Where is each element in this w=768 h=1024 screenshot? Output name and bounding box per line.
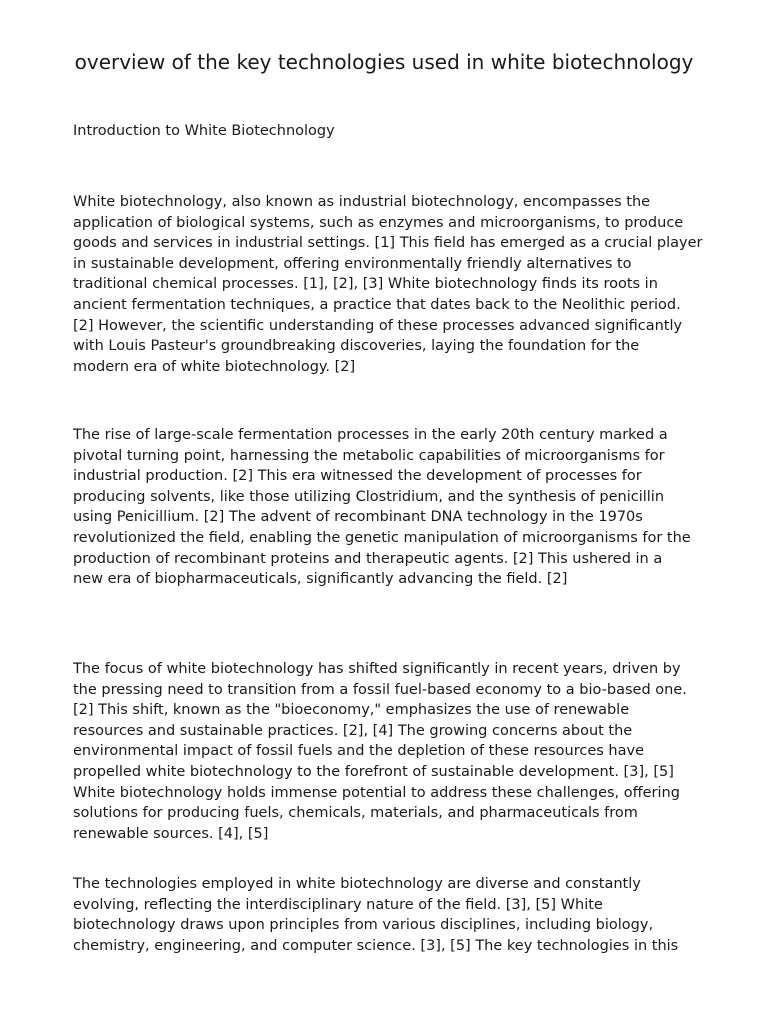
document-title: overview of the key technologies used in white biotechnology xyxy=(74,50,694,74)
paragraph-line: revolutionized the field, enabling the genetic manipulation of microorganisms for the xyxy=(73,529,691,546)
section-heading: Introduction to White Biotechnology xyxy=(73,123,335,139)
paragraph-line: with Louis Pasteur's groundbreaking discoveries, laying the foundation for the xyxy=(73,338,640,355)
paragraph-line: application of biological systems, such as enzymes and microorganisms, to produce xyxy=(73,214,684,231)
paragraph-line: White biotechnology holds immense potential to address these challenges, offering xyxy=(73,784,680,801)
paragraph-line: The rise of large-scale fermentation processes in the early 20th century marked a xyxy=(73,427,668,443)
paragraph-line: environmental impact of fossil fuels and the depletion of these resources have xyxy=(73,743,645,760)
paragraph-line: new era of biopharmaceuticals, significantly advancing the field. [2] xyxy=(73,571,568,588)
paragraph-line: goods and services in industrial settings. [1] This field has emerged as a crucial player xyxy=(73,235,703,252)
paragraph-line: renewable sources. [4], [5] xyxy=(73,825,269,842)
paragraph-line: traditional chemical processes. [1], [2], [3] White biotechnology finds its roots in xyxy=(73,276,658,293)
paragraph-line: the pressing need to transition from a fossil fuel-based economy to a bio-based one. xyxy=(73,681,687,698)
paragraph-line: using Penicillium. [2] The advent of recombinant DNA technology in the 1970s xyxy=(73,509,643,526)
paragraph-line: propelled white biotechnology to the forefront of sustainable development. [3], [5] xyxy=(73,763,674,780)
paragraph-line: in sustainable development, offering environmentally friendly alternatives to xyxy=(73,255,632,272)
paragraph-2 xyxy=(73,425,697,590)
paragraph-line: The technologies employed in white biotechnology are diverse and constantly xyxy=(73,876,641,892)
paragraph-line: evolving, reflecting the interdisciplinary nature of the field. [3], [5] White xyxy=(73,896,603,913)
paragraph-line: modern era of white biotechnology. [2] xyxy=(73,358,356,375)
paragraph-4 xyxy=(73,874,697,956)
paragraph-3 xyxy=(73,659,697,844)
paragraph-line: production of recombinant proteins and therapeutic agents. [2] This ushered in a xyxy=(73,550,663,567)
paragraph-line: pivotal turning point, harnessing the metabolic capabilities of microorganisms for xyxy=(73,447,665,464)
paragraph-line: The focus of white biotechnology has shifted significantly in recent years, driven by xyxy=(73,661,681,677)
paragraph-1 xyxy=(73,192,703,377)
paragraph-line: producing solvents, like those utilizing Clostridium, and the synthesis of penicillin xyxy=(73,488,665,505)
paragraph-line: ancient fermentation techniques, a practice that dates back to the Neolithic period. xyxy=(73,296,681,313)
paragraph-line: resources and sustainable practices. [2], [4] The growing concerns about the xyxy=(73,722,633,739)
paragraph-line: [2] This shift, known as the "bioeconomy," emphasizes the use of renewable xyxy=(73,702,630,719)
paragraph-line: chemistry, engineering, and computer science. [3], [5] The key technologies in this xyxy=(73,937,679,954)
paragraph-line: solutions for producing fuels, chemicals, materials, and pharmaceuticals from xyxy=(73,805,638,822)
paragraph-line: White biotechnology, also known as industrial biotechnology, encompasses the xyxy=(73,194,651,210)
paragraph-line: industrial production. [2] This era witnessed the development of processes for xyxy=(73,468,642,485)
paragraph-line: biotechnology draws upon principles from various disciplines, including biology, xyxy=(73,917,654,934)
paragraph-line: [2] However, the scientific understanding of these processes advanced significantly xyxy=(73,317,683,334)
